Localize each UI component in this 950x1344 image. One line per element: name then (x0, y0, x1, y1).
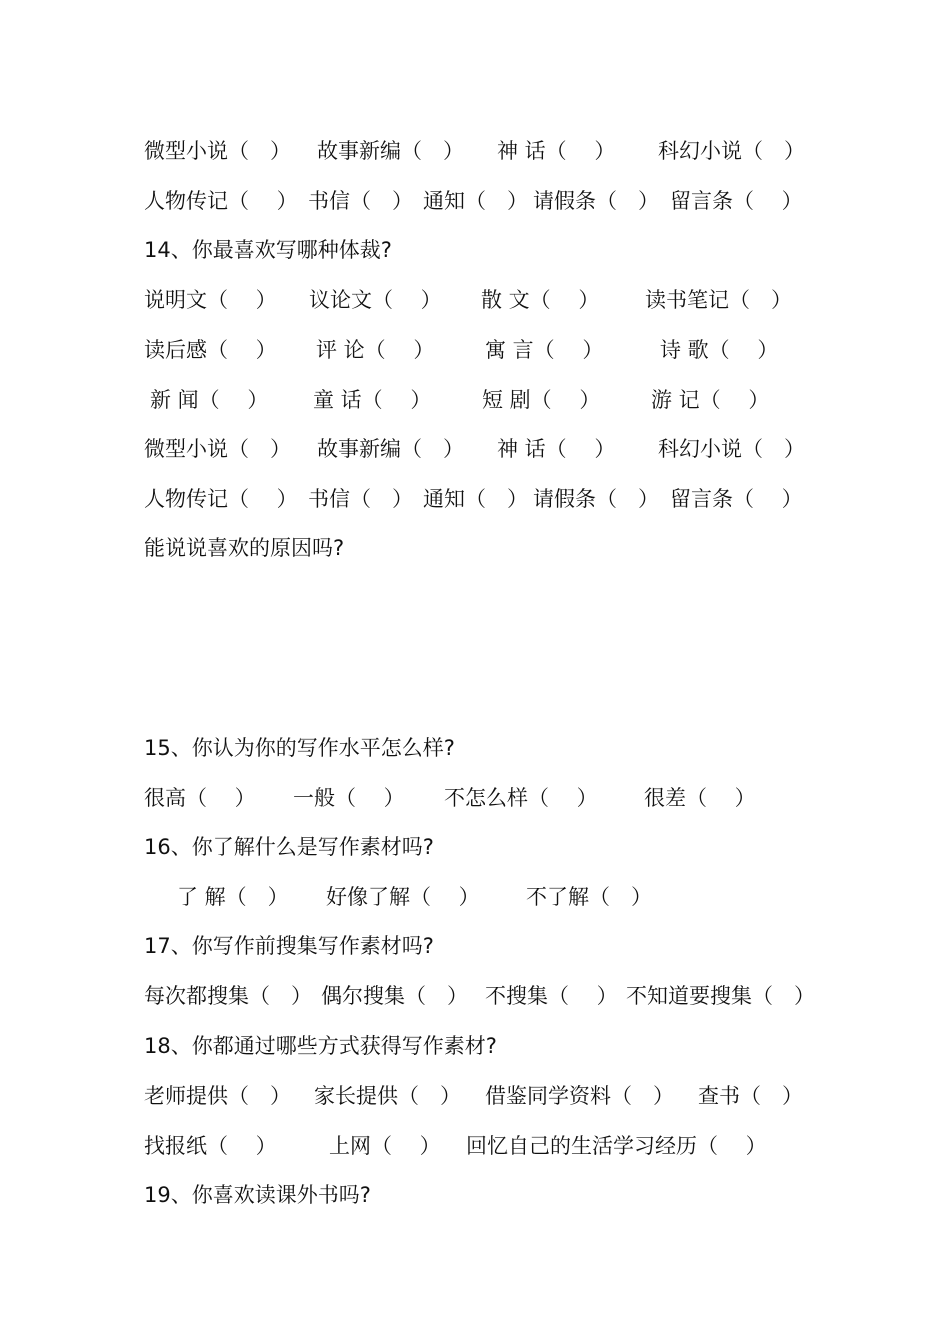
option-text: 一般（ ） (293, 786, 405, 810)
option-text: 请假条（ ） (533, 487, 659, 511)
option-text: 人物传记（ ） (144, 189, 298, 213)
option-text: 读后感（ ） (144, 338, 277, 362)
option-text: 请假条（ ） (533, 189, 659, 213)
question-text: 能说说喜欢的原因吗? (144, 536, 345, 560)
option-text: 留言条（ ） (670, 487, 803, 511)
option-text: 寓 言（ ） (485, 338, 604, 362)
option-text: 科幻小说（ ） (658, 139, 805, 163)
option-text: 微型小说（ ） (144, 437, 291, 461)
option-text: 查书（ ） (698, 1084, 803, 1108)
question-text: 15、你认为你的写作水平怎么样? (144, 736, 455, 760)
option-text: 上网（ ） (329, 1134, 441, 1158)
option-text: 童 话（ ） (313, 388, 432, 412)
option-text: 评 论（ ） (316, 338, 435, 362)
option-text: 老师提供（ ） (144, 1084, 291, 1108)
option-text: 很高（ ） (144, 786, 256, 810)
option-text: 人物传记（ ） (144, 487, 298, 511)
option-text: 偶尔搜集（ ） (321, 984, 468, 1008)
option-text: 游 记（ ） (651, 388, 770, 412)
option-text: 了 解（ ） (177, 885, 289, 909)
option-text: 散 文（ ） (481, 288, 600, 312)
option-text: 不知道要搜集（ ） (626, 984, 815, 1008)
option-text: 书信（ ） (308, 189, 413, 213)
option-text: 诗 歌（ ） (660, 338, 779, 362)
option-text: 微型小说（ ） (144, 139, 291, 163)
option-text: 神 话（ ） (497, 139, 616, 163)
option-text: 科幻小说（ ） (658, 437, 805, 461)
option-text: 短 剧（ ） (482, 388, 601, 412)
option-text: 回忆自己的生活学习经历（ ） (466, 1134, 767, 1158)
option-text: 故事新编（ ） (317, 139, 464, 163)
question-text: 17、你写作前搜集写作素材吗? (144, 934, 434, 958)
option-text: 不了解（ ） (526, 885, 652, 909)
question-text: 19、你喜欢读课外书吗? (144, 1183, 371, 1207)
option-text: 借鉴同学资料（ ） (485, 1084, 674, 1108)
option-text: 家长提供（ ） (314, 1084, 461, 1108)
option-text: 议论文（ ） (309, 288, 442, 312)
option-text: 每次都搜集（ ） (144, 984, 312, 1008)
option-text: 通知（ ） (423, 189, 528, 213)
question-text: 16、你了解什么是写作素材吗? (144, 835, 434, 859)
option-text: 说明文（ ） (144, 288, 277, 312)
option-text: 新 闻（ ） (150, 388, 269, 412)
option-text: 通知（ ） (423, 487, 528, 511)
question-text: 18、你都通过哪些方式获得写作素材? (144, 1034, 497, 1058)
question-text: 14、你最喜欢写哪种体裁? (144, 238, 392, 262)
option-text: 神 话（ ） (497, 437, 616, 461)
option-text: 留言条（ ） (670, 189, 803, 213)
option-text: 好像了解（ ） (326, 885, 480, 909)
option-text: 不搜集（ ） (485, 984, 618, 1008)
option-text: 很差（ ） (644, 786, 756, 810)
option-text: 读书笔记（ ） (645, 288, 792, 312)
option-text: 故事新编（ ） (317, 437, 464, 461)
option-text: 书信（ ） (308, 487, 413, 511)
option-text: 不怎么样（ ） (444, 786, 598, 810)
option-text: 找报纸（ ） (144, 1134, 277, 1158)
